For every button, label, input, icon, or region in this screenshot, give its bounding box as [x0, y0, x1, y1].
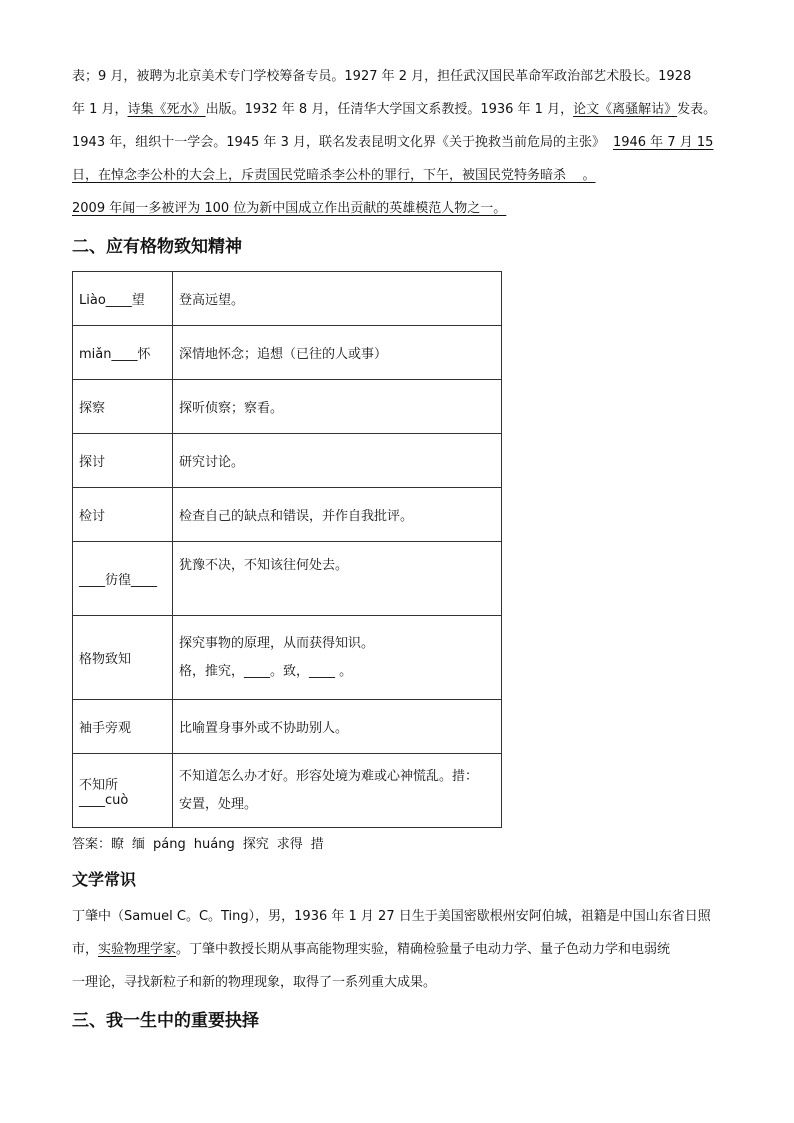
literature-text: 市，	[72, 942, 99, 957]
term-cell: 袖手旁观	[73, 700, 173, 754]
literature-line-1: 丁肇中（Samuel C。C。Ting），男，1936 年 1 月 27 日生于美国密歇根州安阿伯城，祖籍是中国山东省日照	[72, 909, 711, 924]
definition-cell: 研究讨论。	[173, 434, 502, 488]
table-row	[73, 754, 502, 828]
bio-text: 年 1 月，	[72, 102, 128, 117]
term-cell: Liào____望	[73, 272, 173, 326]
section-3-heading: 三、我一生中的重要抉择	[72, 1011, 259, 1031]
document-page	[72, 60, 722, 1043]
definition-line: 安置，处理。	[179, 796, 258, 812]
bio-line-3	[72, 126, 722, 159]
term-cell: 检讨	[73, 488, 173, 542]
bio-text: 发表。	[677, 102, 717, 117]
table-row	[73, 616, 502, 700]
biography-paragraph	[72, 60, 722, 225]
definition-cell: 登高远望。	[173, 272, 502, 326]
definition-line: 探究事物的原理，从而获得知识。	[179, 635, 375, 651]
answer-item: 措	[310, 837, 324, 852]
term-cell: miǎn____怀	[73, 326, 173, 380]
definition-cell: 比喻置身事外或不协助别人。	[173, 700, 502, 754]
definition-cell	[173, 754, 502, 828]
bio-text: 出版。1932 年 8 月，任清华大学国文系教授。1936 年 1 月，	[205, 102, 574, 117]
definition-cell: 深情地怀念；追想（已往的人或事）	[173, 326, 502, 380]
answer-item: 探究	[242, 837, 269, 852]
bio-line-4	[72, 159, 722, 192]
definition-cell	[173, 542, 502, 616]
bio-underlined-honor: 2009 年闻一多被评为 100 位为新中国成立作出贡献的英雄模范人物之一。	[72, 201, 507, 216]
literature-line-2	[72, 933, 722, 966]
table-row	[73, 488, 502, 542]
essay-title: 论文《离骚解诂》	[573, 102, 678, 117]
answer-item: 瞭	[111, 837, 125, 852]
bio-line-1: 表；9 月，被聘为北京美术专门学校筹备专员。1927 年 2 月，担任武汉国民革命军政治部艺术股长。1928	[72, 69, 692, 84]
answer-line	[72, 830, 722, 860]
table-row	[73, 542, 502, 616]
term-cell: 不知所____cuò	[73, 754, 173, 828]
literature-text: 。丁肇中教授长期从事高能物理实验，精确检验量子电动力学、量子色动力学和电弱统	[176, 942, 671, 957]
table-row	[73, 700, 502, 754]
bio-line-5	[72, 192, 722, 225]
table-row	[73, 380, 502, 434]
answer-item: 缅	[132, 837, 146, 852]
answer-item: 求得	[276, 837, 303, 852]
term-cell: 格物致知	[73, 616, 173, 700]
term-cell: 探察	[73, 380, 173, 434]
definition-cell: 探听侦察；察看。	[173, 380, 502, 434]
bio-underlined-date: 1946 年 7 月 15	[612, 135, 714, 150]
definition-line: 不知道怎么办才好。形容处境为难或心神慌乱。措：	[179, 768, 479, 784]
term-cell: 探讨	[73, 434, 173, 488]
literature-paragraph	[72, 900, 722, 999]
answer-item: huáng	[193, 837, 235, 852]
table-row	[73, 326, 502, 380]
bio-underlined-event: 日，在悼念李公朴的大会上，斥责国民党暗杀李公朴的罪行，下午，被国民党特务暗杀 。	[72, 168, 596, 183]
term-cell: ____彷徨____	[73, 542, 173, 616]
definition-cell	[173, 616, 502, 700]
answer-label: 答案：	[72, 837, 112, 852]
vocabulary-table	[72, 271, 502, 828]
table-row	[73, 272, 502, 326]
literature-heading: 文学常识	[72, 870, 137, 889]
poetry-collection-link: 诗集《死水》	[127, 102, 206, 117]
table-row	[73, 434, 502, 488]
definition-text: 犹豫不决，不知该往何处去。	[179, 558, 349, 573]
section-2-heading: 二、应有格物致知精神	[72, 237, 242, 257]
definition-cell: 检查自己的缺点和错误，并作自我批评。	[173, 488, 502, 542]
answer-item: páng	[153, 837, 186, 852]
literature-line-3: 一理论，寻找新粒子和新的物理现象，取得了一系列重大成果。	[72, 975, 437, 990]
physicist-term: 实验物理学家	[98, 942, 177, 957]
bio-line-2	[72, 93, 722, 126]
bio-text: 1943 年，组织十一学会。1945 年 3 月，联名发表昆明文化界《关于挽救当前危局的主张》	[72, 135, 605, 150]
definition-line: 格，推究，____。致，____ 。	[179, 663, 353, 679]
